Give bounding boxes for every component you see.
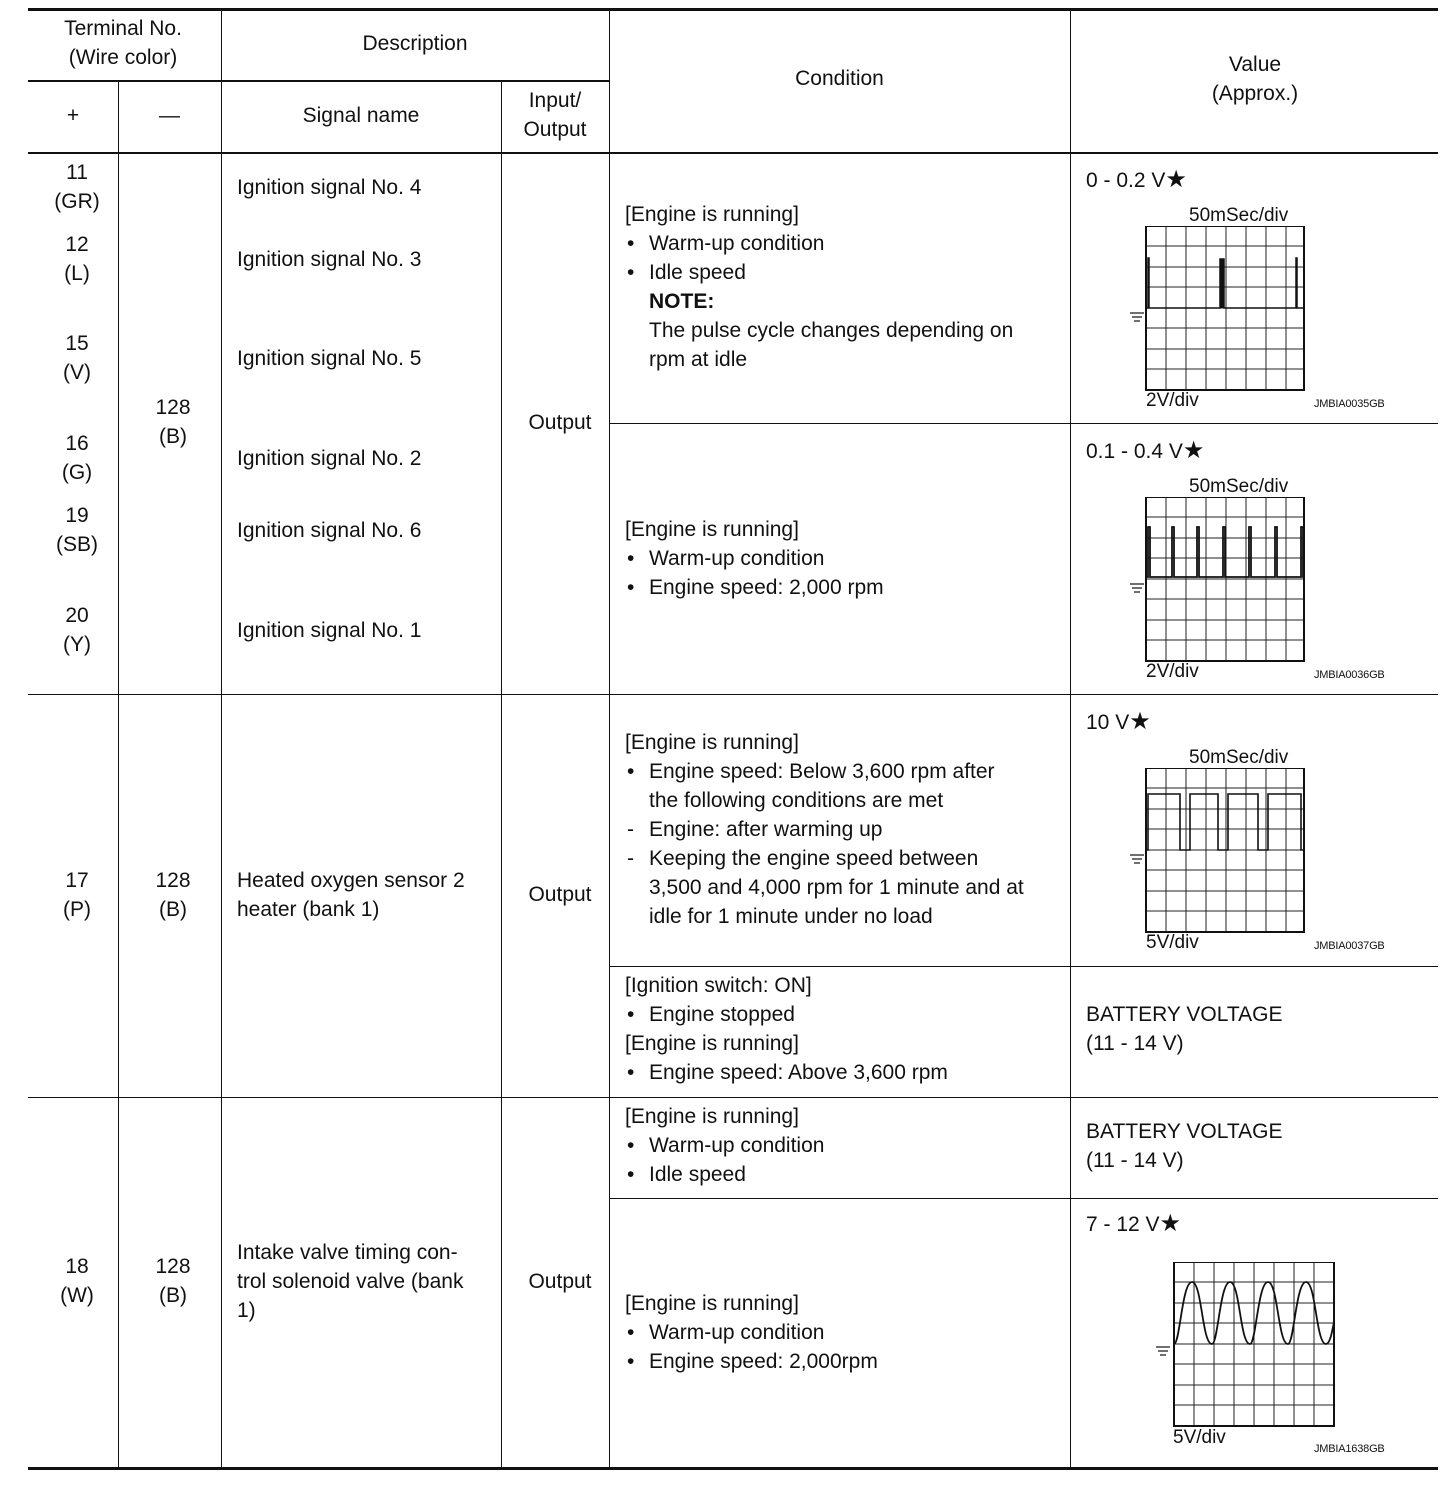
- terminal-18: 18 (W): [60, 1255, 94, 1307]
- ground-terminal-128: 128 (B): [155, 1255, 191, 1307]
- ground-terminal-128: 128 (B): [155, 869, 191, 921]
- value-battery-voltage: BATTERY VOLTAGE (11 - 14 V): [1086, 1003, 1283, 1055]
- oscilloscope-waveform-4: [1150, 1262, 1340, 1428]
- header-description: Description: [362, 32, 468, 55]
- header-plus: +: [66, 104, 80, 127]
- header-condition: Condition: [795, 67, 884, 90]
- signal-name: Ignition signal No. 4: [237, 176, 422, 199]
- time-div-label: 50mSec/div: [1189, 476, 1289, 497]
- volt-div-label: 2V/div: [1146, 390, 1199, 411]
- condition-2000rpm: [Engine is running] • Warm-up condition • Engine speed: 2,000 rpm: [625, 518, 884, 599]
- value-0.1-0.4v: 0.1 - 0.4 V★: [1086, 437, 1205, 464]
- terminal-16: 16 (G): [61, 432, 93, 484]
- io-output: Output: [528, 883, 592, 906]
- terminal-12: 12 (L): [64, 233, 90, 285]
- terminal-20: 20 (Y): [63, 604, 91, 656]
- volt-div-label: 5V/div: [1146, 932, 1199, 953]
- condition-below-3600: [Engine is running] • Engine speed: Below 3,600 rpm after the following conditions are met - Engine: after warming up - Keeping the engine speed between 3,500 and 4,000 rpm for 1 minute and at idle for 1 minute under no load: [625, 731, 1024, 928]
- header-signal-name: Signal name: [302, 104, 420, 127]
- figure-code: JMBIA0037GB: [1314, 940, 1385, 952]
- signal-name: Heated oxygen sensor 2 heater (bank 1): [237, 869, 465, 921]
- figure-code: JMBIA0036GB: [1314, 669, 1385, 681]
- condition-2000rpm: [Engine is running] • Warm-up condition • Engine speed: 2,000rpm: [625, 1292, 878, 1373]
- condition-idle: [Engine is running] • Warm-up condition • Idle speed NOTE: The pulse cycle changes depending on rpm at idle: [625, 203, 1014, 371]
- terminal-11: 11 (GR): [54, 161, 100, 213]
- ground-terminal-128: 128 (B): [155, 396, 191, 448]
- signal-name: Ignition signal No. 1: [237, 619, 422, 642]
- io-output: Output: [528, 411, 592, 434]
- signal-name: Ignition signal No. 5: [237, 347, 422, 370]
- signal-name: Intake valve timing con- trol solenoid valve (bank 1): [237, 1241, 464, 1322]
- time-div-label: 50mSec/div: [1189, 205, 1289, 226]
- condition-idle: [Engine is running] • Warm-up condition • Idle speed: [625, 1105, 825, 1186]
- signal-name: Ignition signal No. 3: [237, 248, 422, 271]
- oscilloscope-waveform-3: [1120, 768, 1310, 934]
- header-value: Value (Approx.): [1211, 53, 1299, 105]
- time-div-label: 50mSec/div: [1189, 747, 1289, 768]
- oscilloscope-waveform-2: [1120, 497, 1310, 663]
- condition-above-3600: [Ignition switch: ON] • Engine stopped [Engine is running] • Engine speed: Above 3,600 rpm: [625, 974, 948, 1084]
- header-input-output: Input/ Output: [523, 89, 587, 141]
- terminal-19: 19 (SB): [56, 504, 98, 556]
- value-0-0.2v: 0 - 0.2 V★: [1086, 166, 1187, 193]
- signal-name: Ignition signal No. 6: [237, 519, 422, 542]
- header-minus: —: [159, 104, 180, 127]
- value-7-12v: 7 - 12 V★: [1086, 1210, 1182, 1237]
- oscilloscope-waveform-1: [1120, 226, 1310, 392]
- value-10v: 10 V★: [1086, 708, 1151, 735]
- volt-div-label: 5V/div: [1173, 1427, 1226, 1448]
- header-terminal-no: Terminal No. (Wire color): [64, 17, 182, 69]
- signal-name: Ignition signal No. 2: [237, 447, 422, 470]
- figure-code: JMBIA1638GB: [1314, 1443, 1385, 1455]
- terminal-15: 15 (V): [63, 332, 91, 384]
- value-battery-voltage: BATTERY VOLTAGE (11 - 14 V): [1086, 1120, 1283, 1172]
- terminal-17: 17 (P): [63, 869, 91, 921]
- volt-div-label: 2V/div: [1146, 661, 1199, 682]
- figure-code: JMBIA0035GB: [1314, 398, 1385, 410]
- io-output: Output: [528, 1270, 592, 1293]
